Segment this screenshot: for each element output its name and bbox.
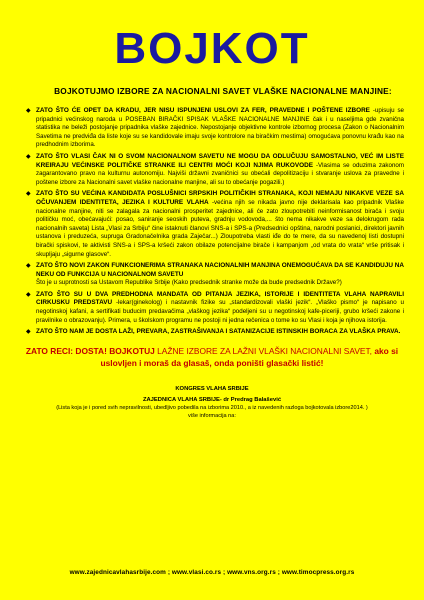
- bullet-icon: ◆: [26, 329, 31, 336]
- reason-body: -Vlasima se oduzima zakonom zagarantovano pravo na kulturnu autonomiju. Najviši državni zvaničnici su obećali depolitizaciju i stvaranje uslova za pravedne i poštene izbore za Nacionalni savet vlaške nacionalne manjine, ali su to obećanje pogazili.): [36, 161, 404, 186]
- reason-body: Što je u suprotnosti sa Ustavom Republike Srbije (Kako predsednik stranke može da bude predsednik Države?): [36, 279, 342, 287]
- call-part1: ZATO RECI: DOSTA! BOJKOTUJ: [25, 345, 155, 356]
- bullet-icon: ◆: [26, 291, 31, 298]
- reason-heading: ZATO ŠTO VLASI ČAK NI O SVOM NACIONALNOM SAVETU NE MOGU DA ODLUČUJU SAMOSTALNO, VEĆ IM LISTE KREIRAJU VEĆINSKE POLITIČKE STRANKE ILI CENTRI MOĆI KOJI NJIMA RUKOVODE: [36, 152, 404, 169]
- bullet-icon: ◆: [26, 108, 31, 114]
- reason-item: [26, 107, 404, 150]
- page-title: BOJKOT: [114, 24, 310, 73]
- bullet-icon: ◆: [26, 263, 31, 270]
- call-part3: ako si uslovljen i moraš da glasaš, onda poništi glasački listić!: [100, 345, 399, 368]
- footer-note: (Lista koja je i pored svih nepravilnosti, ubedljivo pobedila na izborima 2010., a iz navedenih razloga bojkotovala izbore2014. ): [56, 404, 368, 411]
- bullet-icon: ◆: [26, 191, 31, 198]
- reason-item: [26, 290, 404, 325]
- reason-heading: ZATO ŠTO NAM JE DOSTA LAŽI, PREVARA, ZASTRAŠIVANJA I SATANIZACIJE ISTINSKIH BORACA ZA VLAŠKA PRAVA.: [36, 328, 401, 336]
- org-zajednica: ZAJEDNICA VLAHA SRBIJE- dr Predrag Balašević: [142, 396, 282, 403]
- more-info: više informacija na:: [188, 412, 236, 419]
- reason-item: [26, 262, 404, 288]
- footer: [20, 385, 404, 420]
- website-links[interactable]: www.zajednicavlahasrbije.com ; www.vlasi.co.rs ; www.vns.org.rs ; www.timocpress.org.rs: [69, 569, 355, 576]
- call-part2: LAŽNE IZBORE ZA LAŽNI VLAŠKI NACIONALNI SAVET,: [154, 345, 375, 356]
- bullet-icon: ◆: [26, 153, 31, 160]
- org-kongres: KONGRES VLAHA SRBIJE: [175, 385, 249, 392]
- reason-item: [26, 328, 404, 337]
- reason-item: [26, 190, 404, 259]
- call-to-action: [20, 345, 404, 369]
- reason-heading: ZATO ŠTO NOVI ZAKON FUNKCIONERIMA STRANAKA NACIONALNIH MANJINA ONEMOGUĆAVA DA SE KANDIDUJU NA NEKU OD FUNKCIJA U NACIONALNOM SAVETU: [36, 262, 404, 278]
- reason-heading: ZATO ŠTO SU VEĆINA KANDIDATA POSLUŠNICI SRPSKIH POLITIČKIH STRANAKA, KOJI NEMAJU NIKAKVE VEZE SA OČUVANJEM IDENTITETA, JEZIKA I KULTURE VLAHA: [36, 190, 404, 206]
- reason-item: [26, 152, 404, 187]
- reason-heading: ZATO ŠTO ĆE OPET DA KRADU, JER NISU ISPUNJENI USLOVI ZA FER, PRAVEDNE I POŠTENE IZBORE: [36, 107, 370, 114]
- subtitle: BOJKOTUJMO IZBORE ZA NACIONALNI SAVET VLAŠKE NACIONALNE MANJINE:: [54, 86, 392, 96]
- reasons-list: [20, 107, 404, 337]
- reason-heading: ZATO ŠTO SU U DVA PREDHODNA MANDATA OD PITANJA JEZIKA, ISTORIJE I IDENTITETA VLAHA NAPRAVILI CIRKUSKU PREDSTAVU: [36, 290, 404, 307]
- reason-body: -većina njih se nikada javno nije deklarisala kao pripadnik Vlaške nacionalne manjine, niti se zalagala za nacionalni prosperitet zajednice, ali će zato zloupotrebiti neinformisanost birača i svoju političku moć, obećavajući: posao, saniranje seoskih puteva, gradnju vodovoda,... što nema nikakve veze sa delokrugom rada nacionalnih saveta) Lista „Vlasi za Srbiju“ čine istaknuti članovi SNS-a i SPS-a (Predsednici opština, narodni poslanici, direktori javnih ustanova i preduzeća, supruga Gradonačelnika grada Zaječar...) Zloupotreba vlasti iđe do te mere, da su navedenoj listi dostupni birački spiskovi, te aktivisti SNS-a i SPS-a kršeći zakon obilaze potencijalne birače i kampanjom „od vrata do vrata“ vrše pritisak i skupljaju „sigurne glasove“.: [36, 198, 404, 258]
- reason-body: -lekar(ginekolog) i nastavnik fizike su „standardizovali vlaški jezik“. „Vlaško pismo“ je napisano u negotinskoj kafani, a sertifikati buducim predavačima „vlaškog jezika“ podeljeni su u negotinskoj kafe-piceriji, grubo kršeći zakone i pravilnike o obrazovanju). Primera, u školskom programu ne postoji ni jedna rečenica o tome ko su Vlasi i koja je njihova istorija.: [36, 299, 404, 324]
- reason-body: -upisuju se pripadnici većinskog naroda u POSEBAN BIRAČKI SPISAK VLAŠKE NACIONALNE MANJINE čak i u naseljima gde zvanična statistika ne beleži postojanje pripadnika vlaške zajednice. Nepostojanje objektivne kontrole izbornog procesa (Zakon o Nacionalnim Savetima ne predviđa da liste koje su se kandidovale imaju svoje kontrolore na biračkim mestima) omogućava ponovnu krađu kao na predhodnim izborima.: [36, 107, 404, 149]
